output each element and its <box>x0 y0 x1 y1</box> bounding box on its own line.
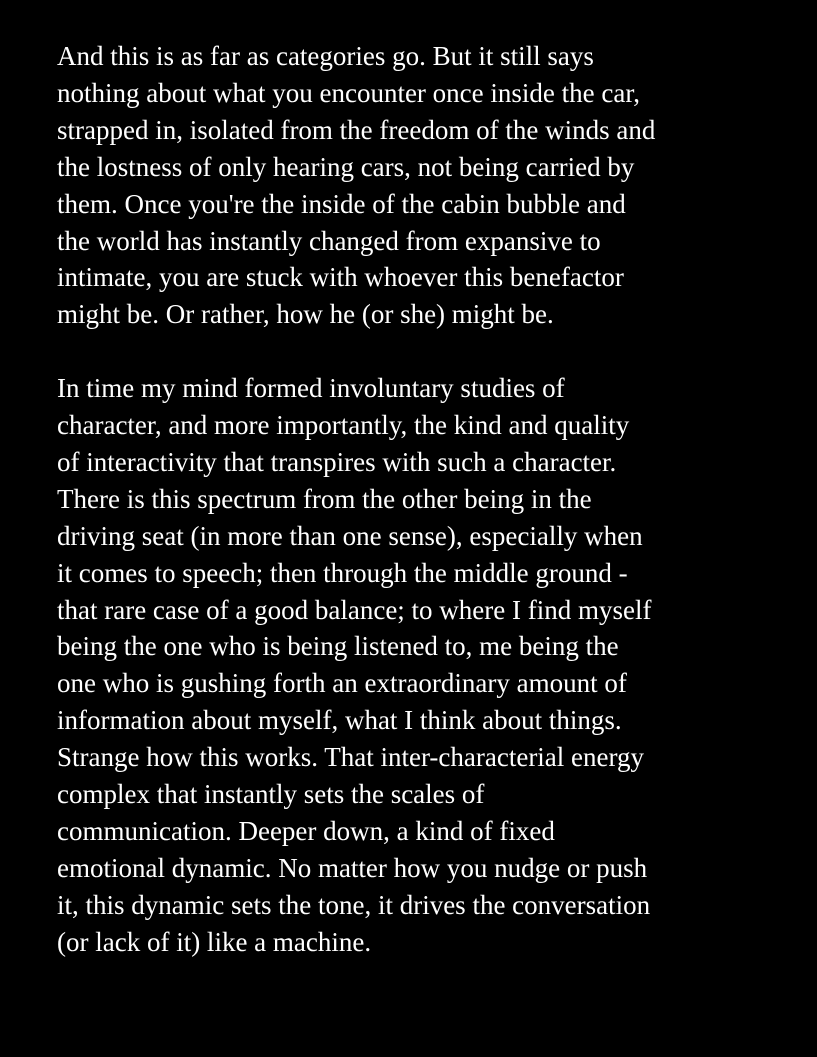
text-line: being the one who is being listened to, me being the <box>57 631 619 662</box>
text-line: complex that instantly sets the scales of <box>57 779 485 810</box>
text-line: intimate, you are stuck with whoever this benefactor <box>57 262 624 293</box>
text-line: that rare case of a good balance; to where I find myself <box>57 594 652 625</box>
paragraph-2 <box>57 370 777 961</box>
text-line: driving seat (in more than one sense), especially when <box>57 520 643 551</box>
text-line: one who is gushing forth an extraordinary amount of <box>57 668 627 699</box>
text-line: (or lack of it) like a machine. <box>57 926 372 957</box>
text-line: In time my mind formed involuntary studies of <box>57 373 565 404</box>
text-line: the world has instantly changed from expansive to <box>57 225 601 256</box>
text-line: There is this spectrum from the other being in the <box>57 483 592 514</box>
text-line: And this is as far as categories go. But it still says <box>57 41 594 71</box>
text-line: emotional dynamic. No matter how you nudge or push <box>57 852 648 883</box>
text-line: strapped in, isolated from the freedom of the winds and <box>57 114 656 145</box>
text-line: them. Once you're the inside of the cabin bubble and <box>57 188 626 219</box>
text-line: it comes to speech; then through the middle ground - <box>57 557 628 588</box>
text-line: might be. Or rather, how he (or she) might be. <box>57 299 554 330</box>
text-line: of interactivity that transpires with such a character. <box>57 446 617 477</box>
paragraph-1 <box>57 38 777 333</box>
text-line: character, and more importantly, the kind and quality <box>57 410 630 441</box>
paragraph-spacer <box>57 333 777 370</box>
text-line: it, this dynamic sets the tone, it drives the conversation <box>57 889 651 920</box>
text-line: the lostness of only hearing cars, not being carried by <box>57 151 635 182</box>
text-line: Strange how this works. That inter-characterial energy <box>57 742 645 773</box>
text-line: communication. Deeper down, a kind of fixed <box>57 816 555 847</box>
document-body <box>57 38 777 961</box>
text-line: nothing about what you encounter once inside the car, <box>57 77 640 108</box>
text-line: information about myself, what I think about things. <box>57 705 622 736</box>
